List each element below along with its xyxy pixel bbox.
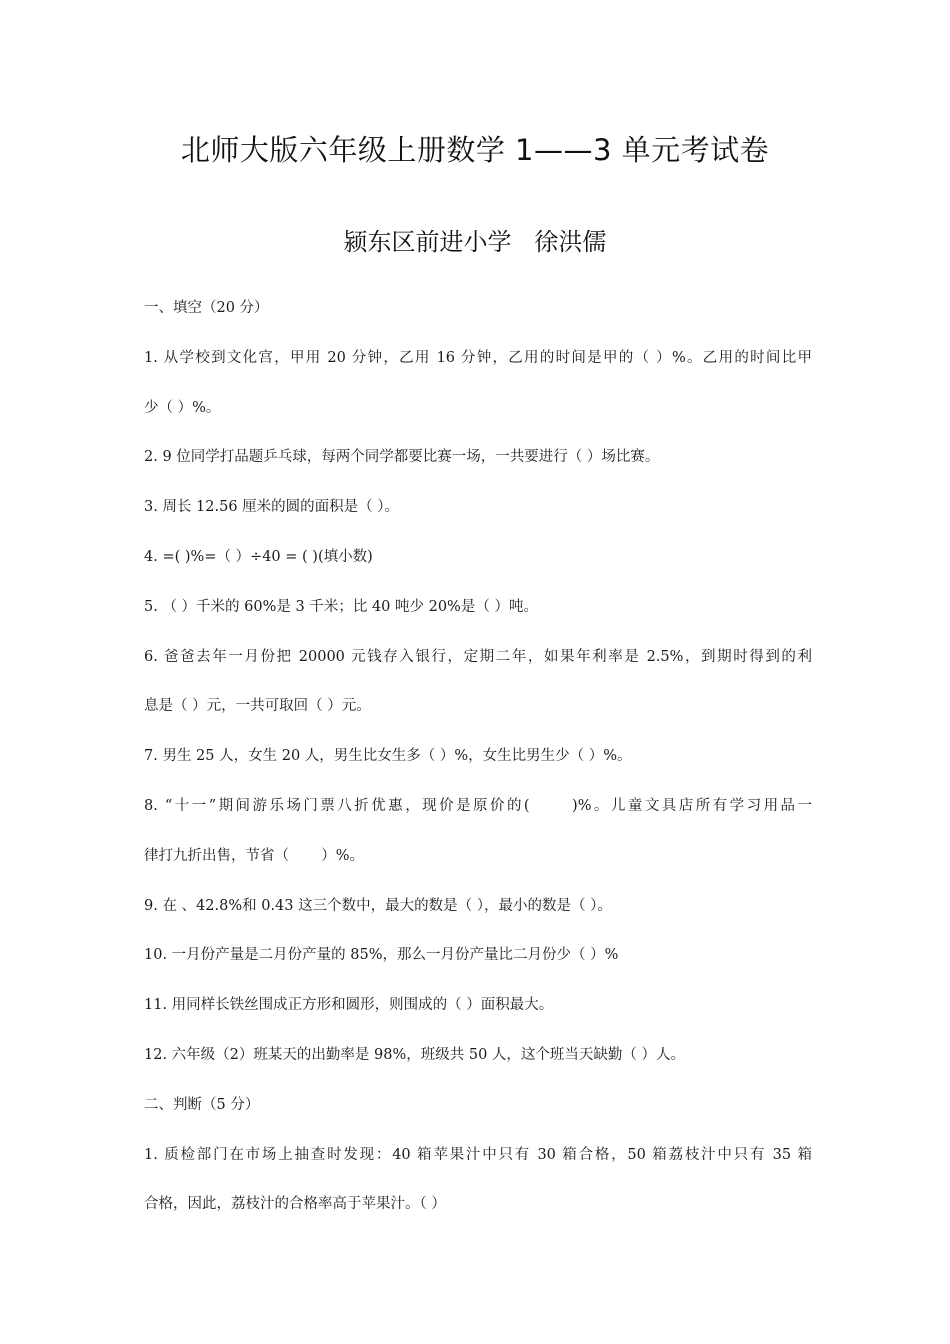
document-subtitle: 颍东区前进小学 徐洪儒 [343, 228, 607, 256]
question-line: 8. “十一”期间游乐场门票八折优惠，现价是原价的( )%。儿童文具店所有学习用品一 [144, 797, 812, 814]
question-line: 9. 在 、42.8%和 0.43 这三个数中，最大的数是（ ），最小的数是（ ）。 [144, 897, 612, 914]
question-line: 律打九折出售，节省（ ）%。 [144, 847, 365, 864]
question-line: 12. 六年级（2）班某天的出勤率是 98%，班级共 50 人，这个班当天缺勤（ ）人。 [144, 1046, 686, 1063]
question-line: 7. 男生 25 人，女生 20 人，男生比女生多（ ）%，女生比男生少（ ）%。 [144, 748, 632, 765]
section-heading-fill-blank: 一、填空（20 分） [144, 300, 269, 316]
question-line: 11. 用同样长铁丝围成正方形和圆形，则围成的（ ）面积最大。 [144, 997, 554, 1014]
question-line: 4. =( )%=（ ）÷40 = ( )(填小数) [144, 548, 373, 565]
question-line: 2. 9 位同学打品题乒乓球，每两个同学都要比赛一场，一共要进行（ ）场比赛。 [144, 449, 660, 466]
question-line: 5. （ ）千米的 60%是 3 千米；比 40 吨少 20%是（ ）吨。 [144, 598, 538, 615]
question-line: 6. 爸爸去年一月份把 20000 元钱存入银行，定期二年，如果年利率是 2.5%，到期时得到的利 [144, 648, 812, 665]
exam-body [144, 293, 812, 1239]
question-line: 3. 周长 12.56 厘米的圆的面积是（ ）。 [144, 499, 400, 516]
question-line: 1. 质检部门在市场上抽查时发现：40 箱苹果汁中只有 30 箱合格，50 箱荔枝汁中只有 35 箱 [144, 1146, 812, 1163]
question-line: 1. 从学校到文化宫，甲用 20 分钟，乙用 16 分钟，乙用的时间是甲的（ ）%。乙用的时间比甲 [144, 349, 812, 366]
question-line: 息是（ ）元，一共可取回（ ）元。 [144, 698, 371, 715]
question-line: 少（ ）%。 [144, 399, 221, 416]
question-line: 10. 一月份产量是二月份产量的 85%，那么一月份产量比二月份少（ ）% [144, 947, 619, 964]
section-heading-true-false: 二、判断（5 分） [144, 1096, 260, 1113]
document-title: 北师大版六年级上册数学 1——3 单元考试卷 [180, 133, 770, 167]
question-line: 合格，因此，荔枝汁的合格率高于苹果汁。（ ） [144, 1196, 446, 1213]
